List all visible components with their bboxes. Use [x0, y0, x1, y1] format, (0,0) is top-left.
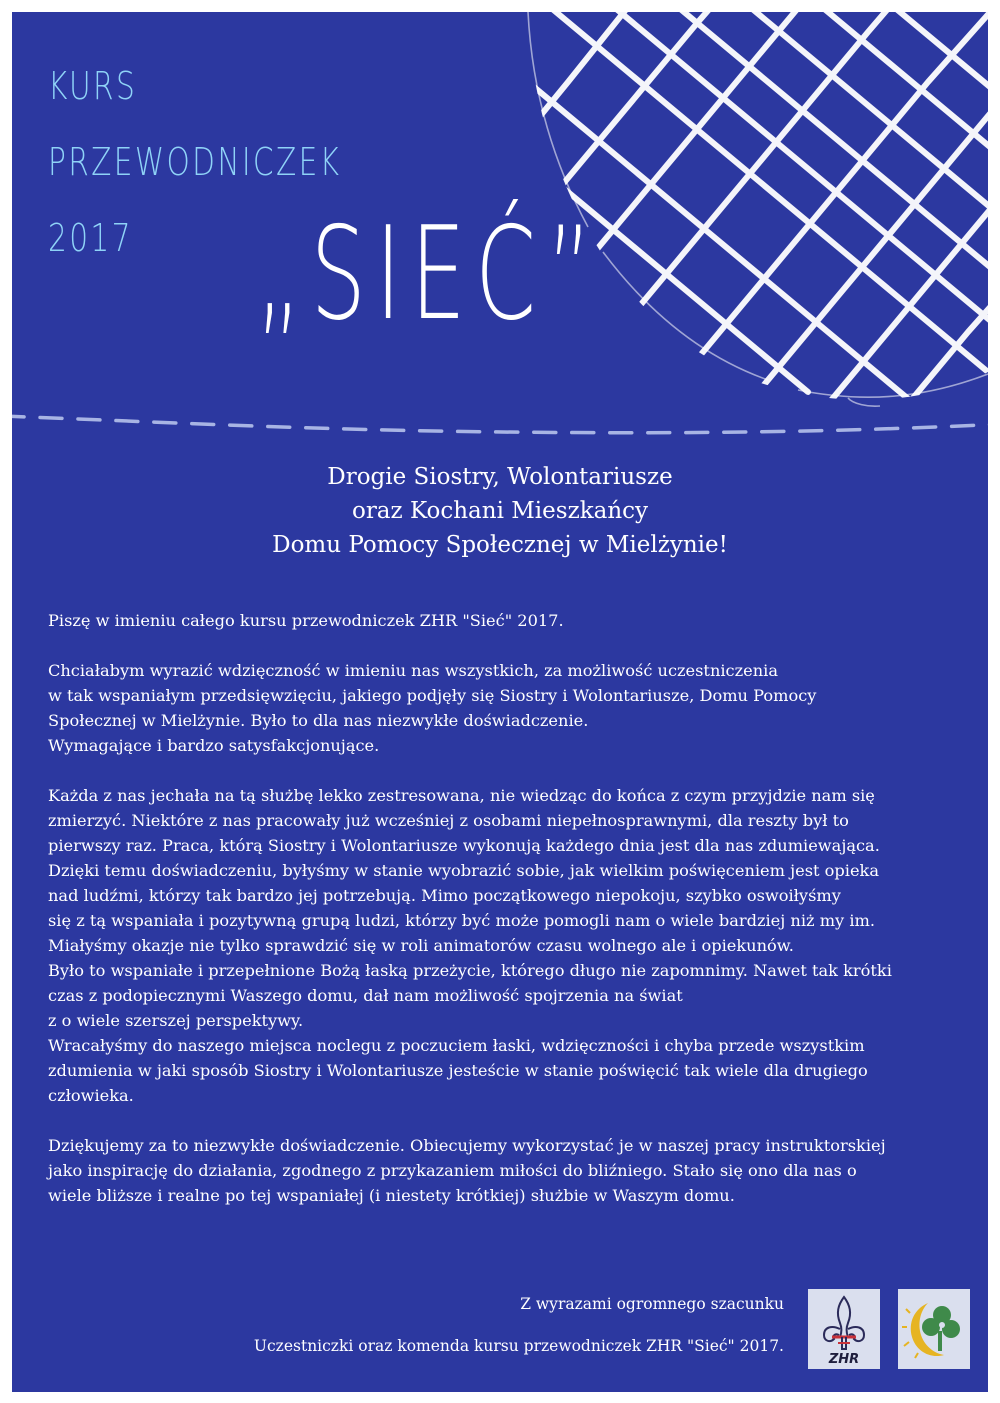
salutation — [12, 460, 988, 562]
main-title: „SIEĆ” — [256, 200, 602, 349]
course-title-line: 2017 — [48, 216, 133, 260]
letter-body — [48, 608, 958, 1233]
text-line: Dzięki temu doświadczeniu, byłyśmy w stanie wyobrazić sobie, jak wielkim poświęceniem jest opieka — [48, 861, 880, 880]
dashed-divider — [12, 410, 988, 446]
text-line: Każda z nas jechała na tą służbę lekko zestresowana, nie wiedząc do końca z czym przyjdzie nam się — [48, 786, 875, 805]
text-line: Piszę w imieniu całego kursu przewodniczek ZHR "Sieć" 2017. — [48, 611, 564, 630]
guiding-logo — [898, 1289, 970, 1369]
text-line: Było to wspaniałe i przepełnione Bożą łaską przeżycie, którego długo nie zapomnimy. Nawet tak krótki — [48, 961, 892, 980]
zhr-logo-text: ZHR — [828, 1352, 860, 1367]
text-line: jako inspirację do działania, zgodnego z przykazaniem miłości do bliźniego. Stało się ono dla nas o — [48, 1161, 857, 1180]
text-line: człowieka. — [48, 1086, 134, 1105]
salutation-line: Drogie Siostry, Wolontariusze — [327, 464, 673, 490]
text-line: nad ludźmi, którzy tak bardzo jej potrzebują. Mimo początkowego niepokoju, szybko oswoiłyśmy — [48, 886, 841, 905]
text-line: Wracałyśmy do naszego miejsca noclegu z poczuciem łaski, wdzięczności i chyba przede wszystkim — [48, 1036, 865, 1055]
text-line: się z tą wspaniała i pozytywną grupą ludzi, którzy być może pomogli nam o wiele bardziej niż my im. — [48, 911, 876, 930]
text-line: czas z podopiecznymi Waszego domu, dał nam możliwość spojrzenia na świat — [48, 986, 683, 1005]
text-line: zdumienia w jaki sposób Siostry i Wolontariusze jesteście w stanie poświęcić tak wiele dla drugiego — [48, 1061, 868, 1080]
text-line: Dziękujemy za to niezwykłe doświadczenie. Obiecujemy wykorzystać je w naszej pracy instruktorskiej — [48, 1136, 886, 1155]
text-line: wiele bliższe i realne po tej wspaniałej (i niestety krótkiej) służbie w Waszym domu. — [48, 1186, 735, 1205]
paragraph-thanks — [48, 1133, 958, 1208]
text-line: w tak wspaniałym przedsięwzięciu, jakiego podjęły się Siostry i Wolontariusze, Domu Pomocy — [48, 686, 817, 705]
text-line: Wymagające i bardzo satysfakcjonujące. — [48, 736, 380, 755]
text-line: zmierzyć. Niektóre z nas pracowały już wcześniej z osobami niepełnosprawnymi, dla reszty był to — [48, 811, 849, 830]
text-line: Społecznej w Mielżynie. Było to dla nas niezwykłe doświadczenie. — [48, 711, 589, 730]
zhr-logo — [808, 1289, 880, 1369]
closing — [12, 1294, 784, 1356]
text-line: pierwszy raz. Praca, którą Siostry i Wolontariusze wykonują każdego dnia jest dla nas zdumiewająca. — [48, 836, 880, 855]
salutation-line: oraz Kochani Mieszkańcy — [351, 498, 649, 524]
course-title-line: KURS — [48, 64, 138, 108]
fleur-de-lis-icon — [824, 1297, 864, 1349]
poster — [12, 12, 988, 1392]
paragraph-experience — [48, 783, 958, 1108]
text-line: z o wiele szerszej perspektywy. — [48, 1011, 304, 1030]
text-line: Miałyśmy okazje nie tylko sprawdzić się w roli animatorów czasu wolnego ale i opiekunów. — [48, 936, 794, 955]
salutation-line: Domu Pomocy Społecznej w Mielżynie! — [272, 532, 728, 558]
course-title-line: PRZEWODNICZEK — [48, 140, 342, 184]
paragraph-intro — [48, 608, 958, 633]
closing-signature: Uczestniczki oraz komenda kursu przewodniczek ZHR "Sieć" 2017. — [253, 1337, 784, 1355]
closing-regards: Z wyrazami ogromnego szacunku — [520, 1295, 784, 1313]
text-line: Chciałabym wyrazić wdzięczność w imieniu nas wszystkich, za możliwość uczestniczenia — [48, 661, 778, 680]
trefoil-sun-icon — [902, 1303, 960, 1358]
paragraph-gratitude — [48, 658, 958, 758]
